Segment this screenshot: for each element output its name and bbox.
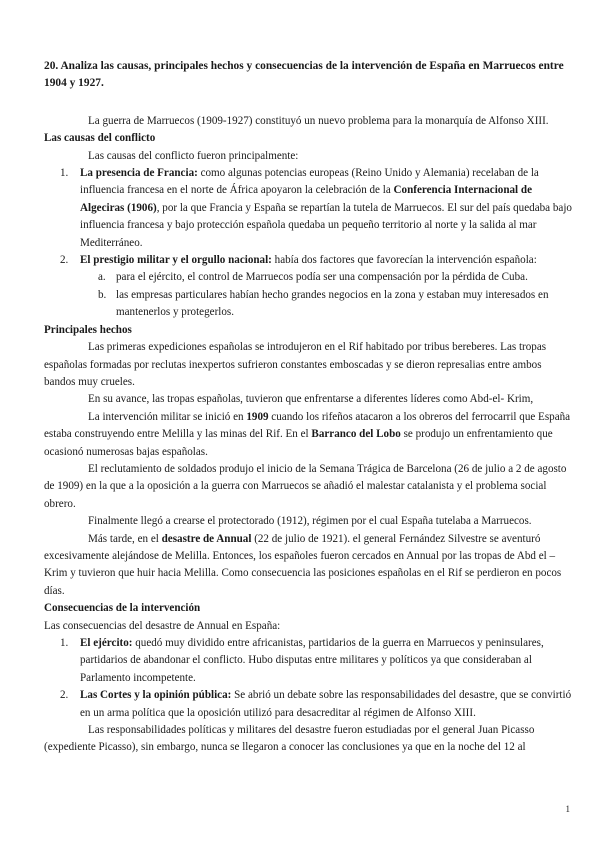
causes-sublist (44, 269, 572, 321)
consequence-text: Se abrió un debate sobre las responsabilidades del desastre, que se convirtió en un arma política que la oposición utilizó para desacreditar al régimen de Alfonso XIII. (80, 689, 572, 719)
events-heading: Principales hechos (44, 323, 132, 336)
cause-item-france (44, 165, 572, 252)
consequence-title: Las Cortes y la opinión pública: (80, 689, 232, 702)
text-run: cuando los rifeños atacaron a los obreros del ferrocarril que España estaba construyendo entre Melilla y las minas del Rif. En el (44, 410, 571, 441)
causes-heading: Las causas del conflicto (44, 132, 156, 145)
causes-list (44, 165, 572, 269)
events-paragraph: Finalmente llegó a crearse el protectorado (1912), régimen por el cual España tutelaba a Marruecos. (88, 515, 532, 528)
sub-item (44, 287, 572, 322)
page-number: 1 (565, 804, 570, 814)
list-marker: 2. (60, 254, 69, 267)
list-marker: b. (98, 288, 107, 301)
conference-name: Conferencia Internacional de Algeciras (1906) (80, 184, 533, 214)
text-run: se produjo un enfrentamiento que ocasionó numerosas bajas españolas. (44, 428, 553, 458)
list-marker: a. (98, 271, 106, 284)
cause-title: La presencia de Francia: (80, 167, 198, 180)
events-paragraph: El reclutamiento de soldados produjo el inicio de la Semana Trágica de Barcelona (26 de julio a 2 de agosto de 1909) en la que a la oposición a la guerra con Marruecos se añadió el malestar catalanista y el problema social obrero. (44, 462, 567, 510)
list-marker: 1. (60, 167, 69, 180)
text-run: Más tarde, en el (88, 532, 162, 545)
consequence-item-army (44, 635, 572, 687)
list-marker: 2. (60, 689, 69, 702)
consequence-text: quedó muy dividido entre africanistas, partidarios de la guerra en Marruecos y peninsulares, partidarios de abandonar el conflicto. Hubo disputas entre militares y políticos ya que consideraban al Parlamento incompetente. (80, 637, 544, 684)
consequence-item-cortes (44, 687, 572, 722)
consequence-title: El ejército: (80, 637, 133, 649)
barranco-del-lobo: Barranco del Lobo (311, 428, 401, 441)
cause-text: como algunas potencias europeas (Reino Unido y Alemania) recelaban de la influencia francesa en el norte de África apoyaron la celebración de la (80, 167, 539, 197)
cause-text: había dos factores que favorecían la intervención española: (271, 254, 537, 267)
year-1909: 1909 (246, 410, 269, 423)
events-paragraph (44, 531, 572, 601)
sub-item-text: para el ejército, el control de Marruecos podía ser una compensación por la pérdida de Cuba. (116, 271, 528, 284)
text-run: (22 de julio de 1921). el general Fernández Silvestre se aventuró excesivamente alejándose de Melilla. Entonces, los españoles fueron cercados en Annual por las tropas de Abd el –Krim y tuvieron que huir hacia Melilla. Como consecuencia las posiciones españolas en el Rif se perdieron en pocos días. (44, 532, 562, 597)
consequences-lead: Las consecuencias del desastre de Annual en España: (44, 619, 281, 632)
consequences-list (44, 635, 572, 722)
document-title: 20. Analiza las causas, principales hechos y consecuencias de la intervención de España en Marruecos entre 1904 y 1927. (44, 60, 564, 90)
events-paragraph: Las primeras expediciones españolas se introdujeron en el Rif habitado por tribus bereberes. Las tropas españolas formadas por reclutas inexpertos sufrieron constantes emboscadas y se dieron represalias entre ambos bandos muy crueles. (44, 341, 547, 388)
cause-item-prestige (44, 252, 572, 269)
cause-title: El prestigio militar y el orgullo nacional: (80, 254, 272, 267)
text-run: La intervención militar se inició en (88, 410, 247, 423)
list-marker: 1. (60, 637, 69, 649)
events-paragraph (44, 409, 572, 461)
sub-item (44, 269, 572, 286)
intro-paragraph: La guerra de Marruecos (1909-1927) constituyó un nuevo problema para la monarquía de Alfonso XIII. (88, 114, 549, 127)
consequences-paragraph: Las responsabilidades políticas y militares del desastre fueron estudiadas por el general Juan Picasso (expediente Picasso), sin embargo, nunca se llegaron a conocer las conclusiones ya que en la noche del 12 al (44, 724, 535, 754)
events-paragraph: En su avance, las tropas españolas, tuvieron que enfrentarse a diferentes líderes como Abd-el- Krim, (88, 393, 534, 406)
document-body (44, 58, 572, 757)
causes-lead: Las causas del conflicto fueron principalmente: (88, 149, 299, 162)
cause-text: , por la que Francia y España se repartían la tutela de Marruecos. El sur del país quedaba bajo influencia francesa y bajo protección española quedaba un pequeño territorio al norte y la salida al mar Mediterráneo. (80, 201, 572, 249)
sub-item-text: las empresas particulares habían hecho grandes negocios en la zona y estaban muy interesados en mantenerlos y protegerlos. (116, 288, 549, 319)
consequences-heading: Consecuencias de la intervención (44, 602, 201, 615)
desastre-de-annual: desastre de Annual (161, 532, 252, 545)
